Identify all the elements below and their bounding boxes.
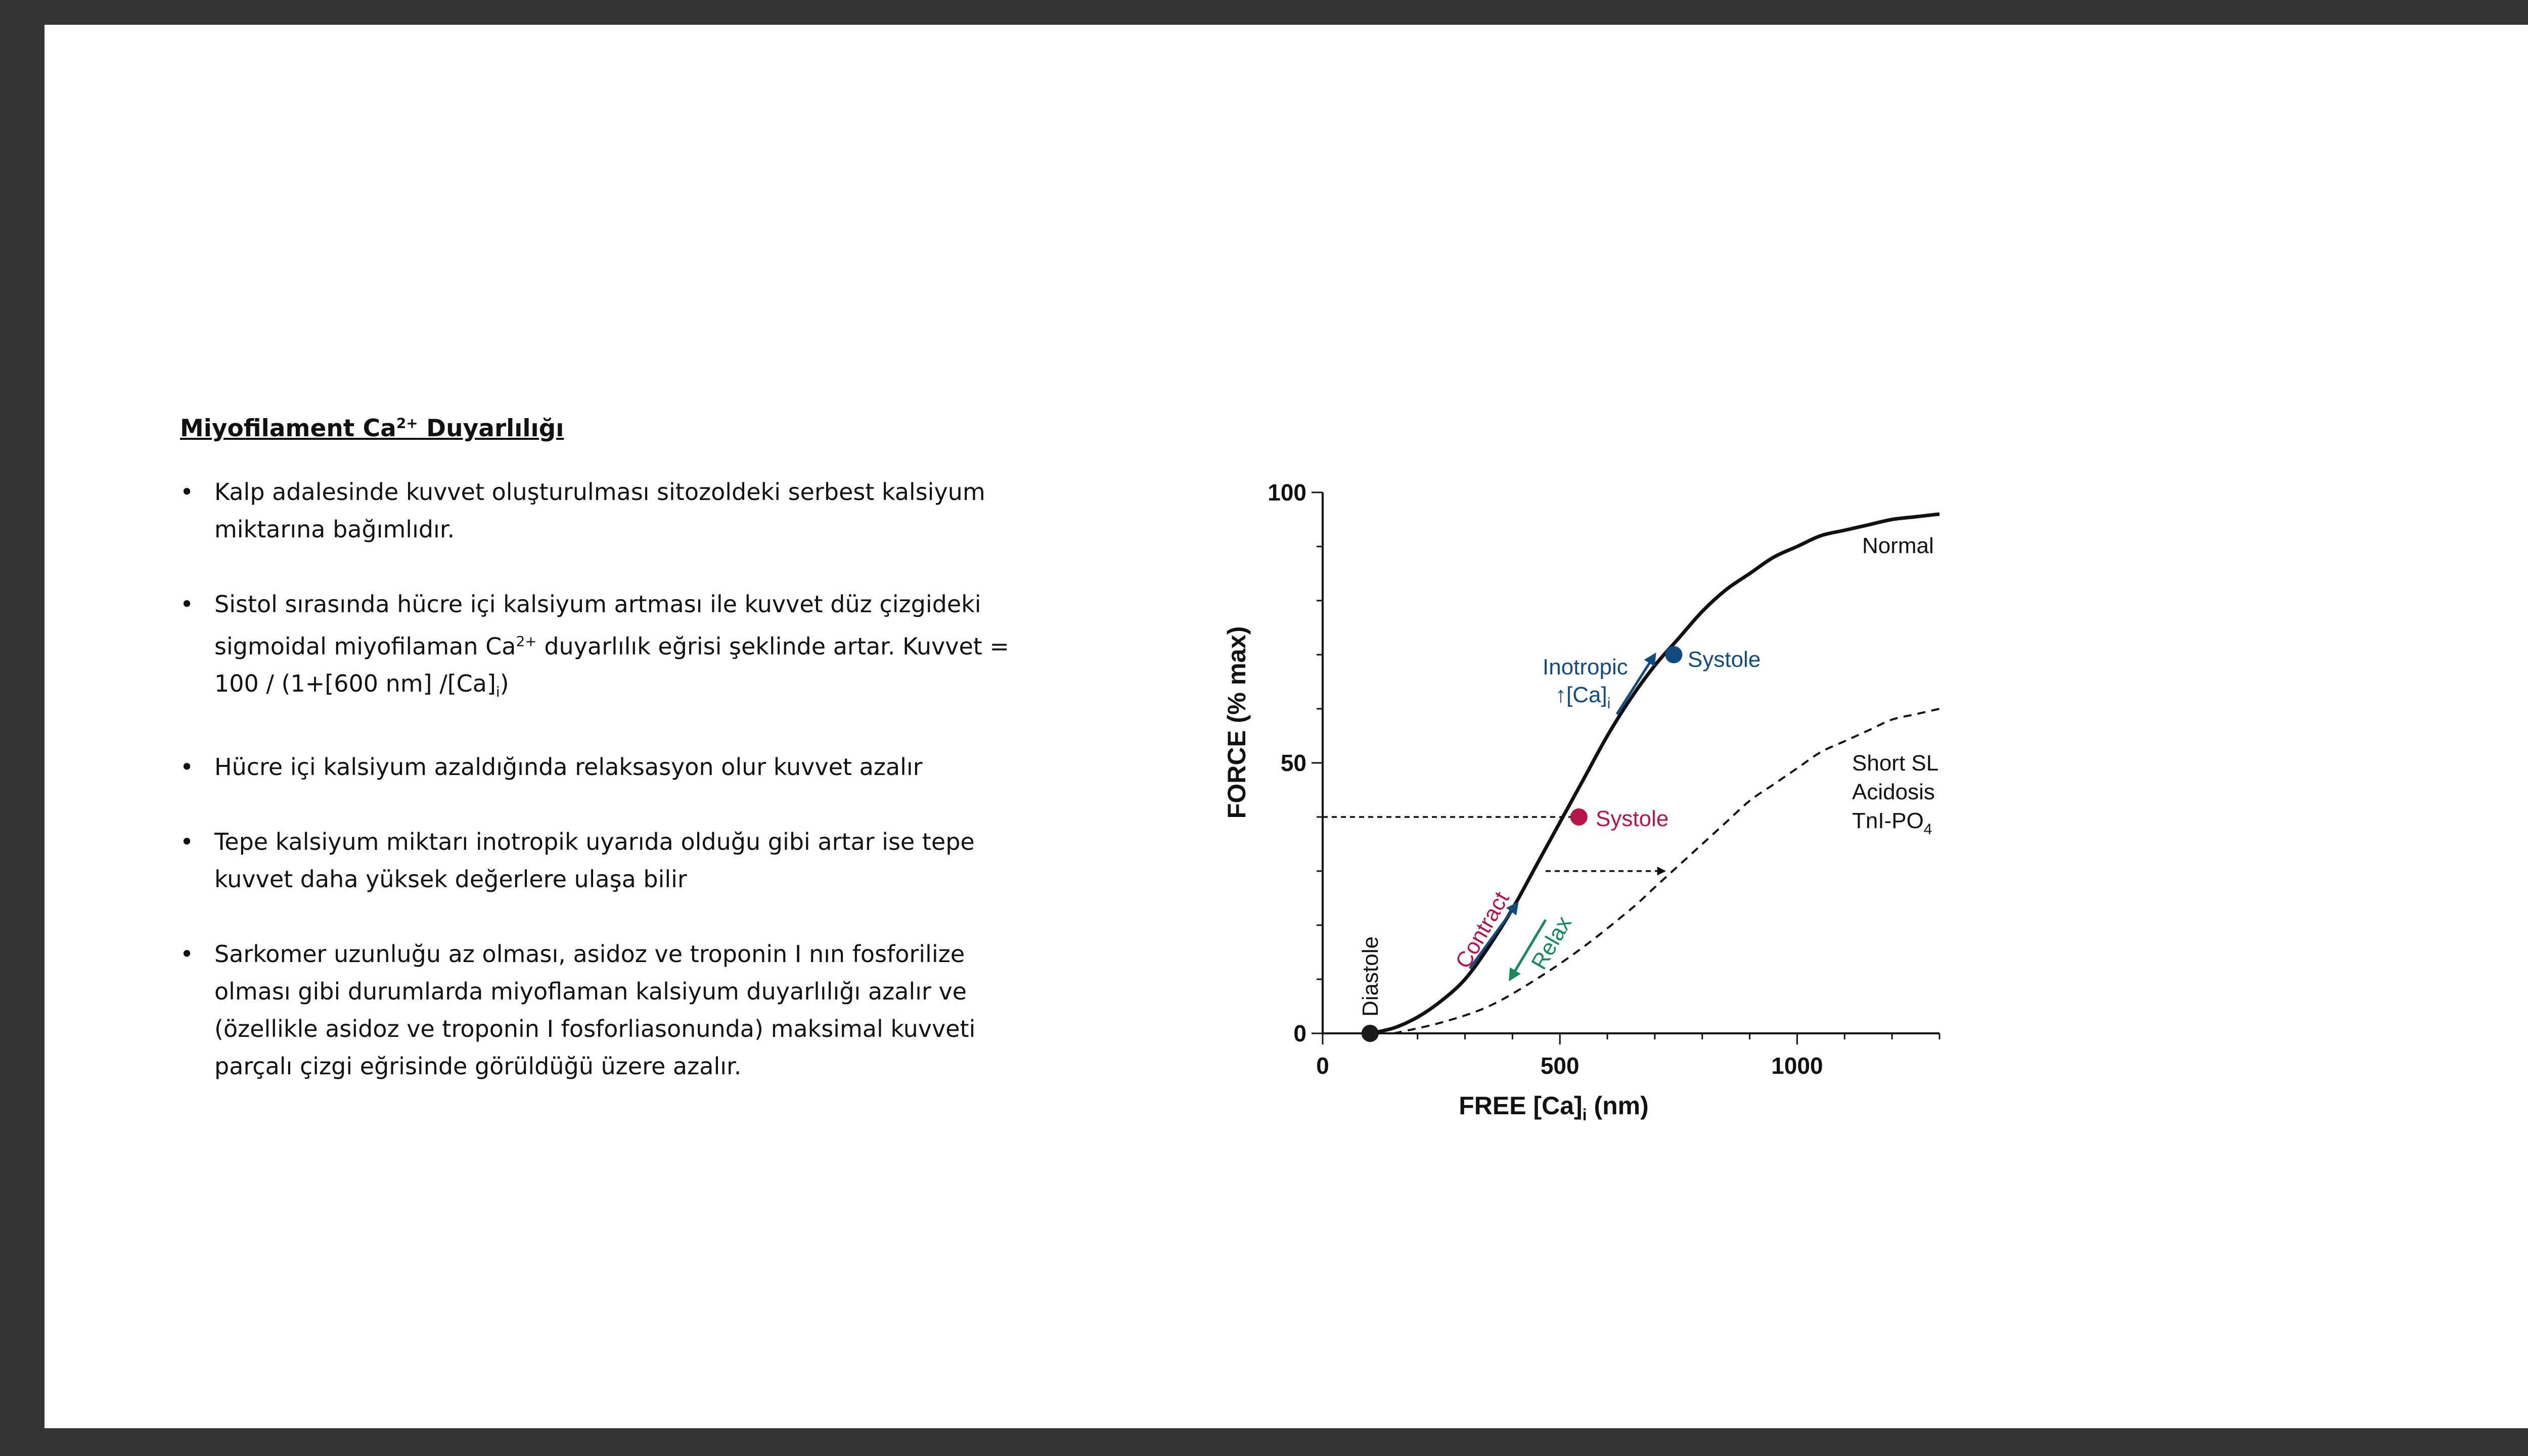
series-label-acidosis: Acidosis	[1852, 780, 1935, 804]
x-tick-label: 500	[1540, 1053, 1579, 1079]
points-layer	[1362, 646, 1683, 1042]
x-axis-title: FREE $[Ca]_i$ (nm)	[1459, 1091, 1649, 1124]
bullet-item: • Tepe kalsiyum miktarı inotropik uyarıda olduğu gibi artar ise tepe kuvvet daha yüksek değerlere ulaşa bilir	[180, 823, 1040, 898]
systole-label-blue: Systole	[1688, 647, 1761, 672]
bullet-item: • Hücre içi kalsiyum azaldığında relaksasyon olur kuvvet azalır	[180, 748, 1040, 786]
y-tick-label: 50	[1280, 750, 1306, 776]
series-label-normal: Normal	[1862, 533, 1934, 558]
series-label-short-sl: Short SL	[1852, 751, 1939, 776]
point-systole-1	[1570, 808, 1588, 826]
contract-label: Contract	[1451, 887, 1514, 973]
y-axis-title: FORCE (% max)	[1223, 626, 1251, 819]
systole-label-red: Systole	[1596, 806, 1669, 831]
diastole-label: Diastole	[1358, 936, 1383, 1017]
x-tick-label: 0	[1316, 1053, 1329, 1079]
inotropic-ca-label: $↑[Ca]_i$	[1555, 682, 1611, 712]
point-systole-2	[1665, 646, 1682, 663]
inotropic-label: Inotropic	[1543, 655, 1628, 679]
bullet-list	[180, 473, 1040, 1085]
slide-title: Miyofilament $Ca^{2+}$ Duyarlılığı	[180, 415, 564, 442]
x-tick-label: 1000	[1771, 1053, 1823, 1079]
bullet-item: • Sarkomer uzunluğu az olması, asidoz ve troponin I nın fosforilize olması gibi durumlarda miyoflaman kalsiyum duyarlılığı azalır ve (özellikle asidoz ve troponin I fosforliasonunda) maksimal kuvveti parçalı çizgi eğrisinde görüldüğü üzere azalır.	[180, 935, 1040, 1085]
point-diastole-0	[1362, 1025, 1379, 1042]
relax-label: Relax	[1526, 912, 1576, 974]
slide	[44, 25, 2528, 1428]
bullet-item: • Kalp adalesinde kuvvet oluşturulması sitozoldeki serbest kalsiyum miktarına bağımlıdır.	[180, 473, 1040, 548]
bullet-item: • Sistol sırasında hücre içi kalsiyum artması ile kuvvet düz çizgideki sigmoidal miyofilaman $Ca^{2+}$ duyarlılık eğrisi şeklinde artar. Kuvvet = 100 / (1+[600 nm] $/[Ca]_i$)	[180, 585, 1040, 711]
series-label-tnipo4: TnI-$PO_4$	[1852, 808, 1932, 838]
labels-layer	[1223, 533, 1938, 1124]
y-tick-label: 0	[1293, 1020, 1306, 1046]
force-calcium-chart	[1177, 449, 1986, 1167]
y-tick-label: 100	[1268, 479, 1306, 506]
slide-text	[180, 414, 1040, 1122]
